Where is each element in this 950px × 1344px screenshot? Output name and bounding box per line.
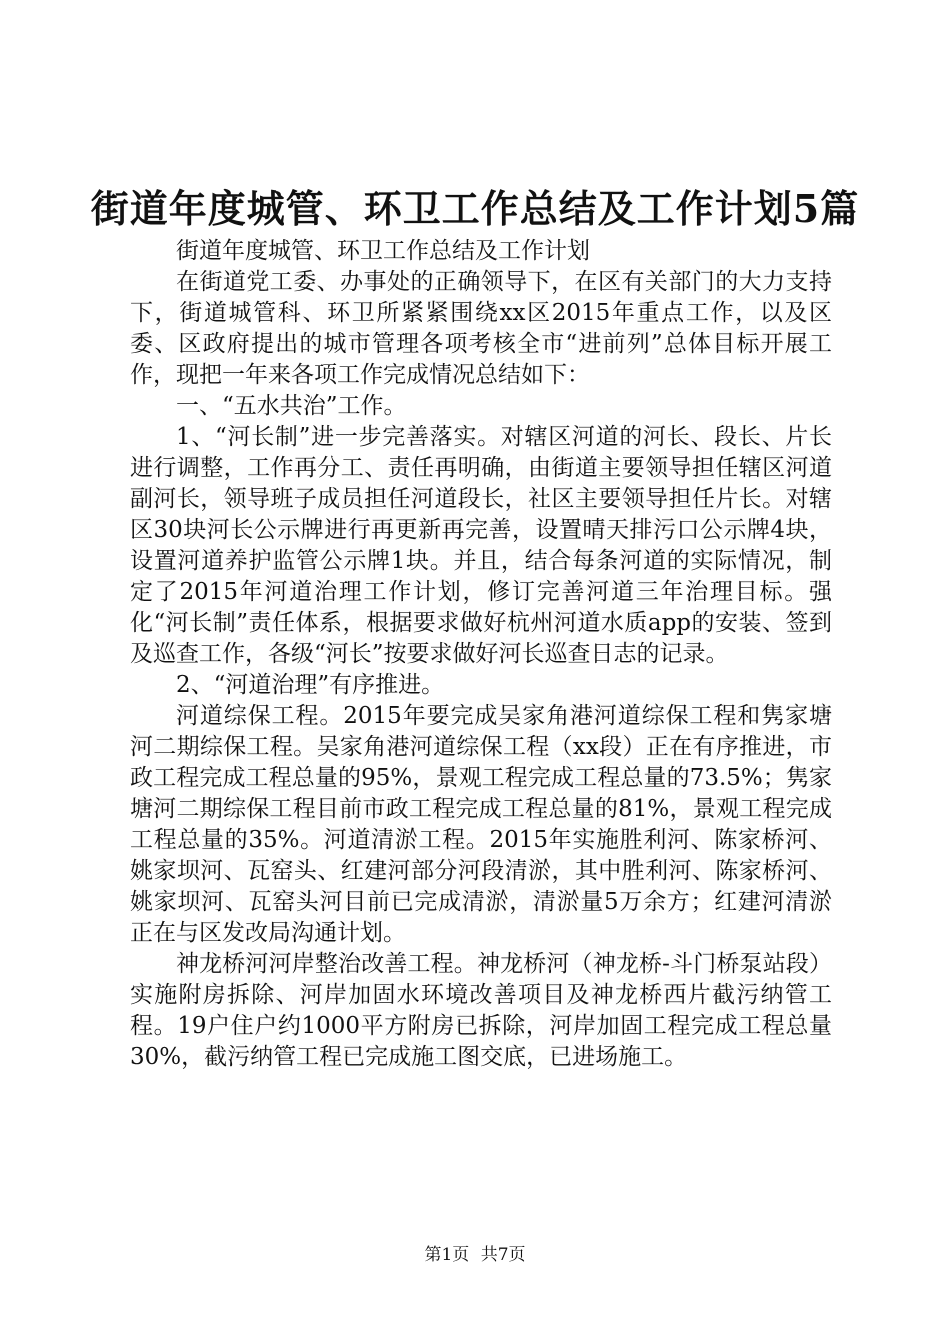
paragraph-river-chief: 1、“河长制”进一步完善落实。对辖区河道的河长、段长、片长进行调整，工作再分工、责任再明确，由街道主要领导担任辖区河道副河长，领导班子成员担任河道段长，社区主要领导担任片长。对辖区30块河长公示牌进行再更新再完善，设置晴天排污口公示牌4块，设置河道养护监管公示牌1块。并且，结合每条河道的实际情况，制定了2015年河道治理工作计划，修订完善河道三年治理目标。强化“河长制”责任体系，根据要求做好杭州河道水质app的安装、签到及巡查工作，各级“河长”按要求做好河长巡查日志的记录。 [130, 424, 832, 667]
paragraph-intro: 在街道党工委、办事处的正确领导下，在区有关部门的大力支持下，街道城管科、环卫所紧紧围绕xx区2015年重点工作，以及区委、区政府提出的城市管理各项考核全市“进前列”总体目标开展工作，现把一年来各项工作完成情况总结如下： [130, 269, 832, 388]
page-total: 共7页 [480, 1245, 526, 1265]
page-number: 第1页 [424, 1245, 470, 1265]
paragraph-shenlongqiao: 神龙桥河河岸整治改善工程。神龙桥河（神龙桥-斗门桥泵站段）实施附房拆除、河岸加固水环境改善项目及神龙桥西片截污纳管工程。19户住户约1000平方附房已拆除，河岸加固工程完成工程总量30%，截污纳管工程已完成施工图交底，已进场施工。 [130, 951, 832, 1070]
document-body [130, 236, 832, 1073]
page-footer [0, 1243, 950, 1267]
section-heading-five-water: 一、“五水共治”工作。 [176, 393, 407, 419]
paragraph-subtitle: 街道年度城管、环卫工作总结及工作计划 [176, 238, 590, 264]
paragraph-river-projects: 河道综保工程。2015年要完成吴家角港河道综保工程和隽家塘河二期综保工程。吴家角港河道综保工程（xx段）正在有序推进，市政工程完成工程总量的95%，景观工程完成工程总量的73.5%；隽家塘河二期综保工程目前市政工程完成工程总量的81%，景观工程完成工程总量的35%。河道清淤工程。2015年实施胜利河、陈家桥河、姚家坝河、瓦窑头、红建河部分河段清淤，其中胜利河、陈家桥河、姚家坝河、瓦窑头河目前已完成清淤，清淤量5万余方；红建河清淤正在与区发改局沟通计划。 [130, 703, 832, 946]
subsection-heading-river-governance: 2、“河道治理”有序推进。 [176, 672, 445, 698]
document-title: 街道年度城管、环卫工作总结及工作计划5篇 [90, 186, 860, 231]
